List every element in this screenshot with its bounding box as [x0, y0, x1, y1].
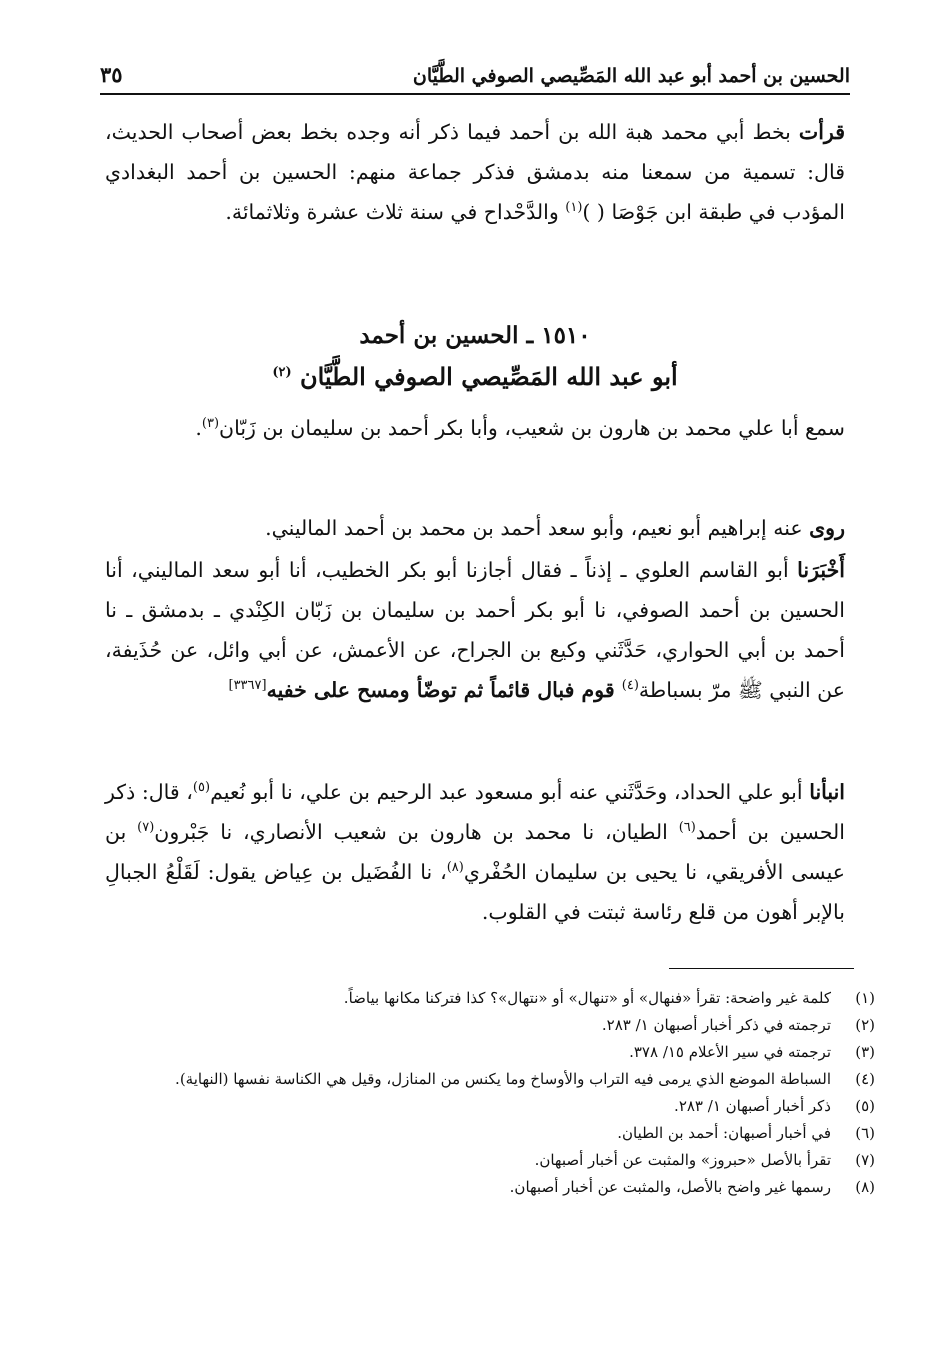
paragraph-text: عنه إبراهيم أبو نعيم، وأبو سعد أحمد بن محمد بن أحمد الماليني.: [265, 516, 810, 540]
footnote-ref-3[interactable]: (٣): [201, 416, 220, 432]
footnote: [115, 985, 875, 1011]
footnote-text: ذكر أخبار أصبهان ١/ ٢٨٣.: [674, 1097, 831, 1115]
footnote-number: (٧): [855, 1151, 875, 1169]
footnote-ref-1[interactable]: (١): [565, 200, 583, 216]
footnote-text: رسمها غير واضح بالأصل، والمثبت عن أخبار أصبهان.: [509, 1178, 831, 1196]
entry-kunya: أبو عبد الله المَصِّيصي الصوفي الطَّيَّان: [299, 362, 678, 391]
footnote: [115, 1120, 875, 1146]
footnote-number: (٥): [855, 1097, 875, 1115]
entry-kunya-line: [105, 356, 845, 398]
paragraph-text: أبو علي الحداد، وحَدَّثَني عنه أبو مسعود عبد الرحيم بن علي، نا أبو نُعيم: [210, 780, 810, 804]
paragraph-lead-word: أَخْبَرَنا: [797, 558, 845, 582]
entry-number-and-name: ١٥١٠ ـ الحسين بن أحمد: [359, 322, 591, 349]
footnote-divider: [669, 968, 854, 969]
paragraph-text: بخط أبي محمد هبة الله بن أحمد فيما ذكر أنه وجده بخط بعض أصحاب الحديث، قال: تسمية من سمعنا منه بدمشق فذكر جماعة منهم: الحسين بن أحمد البغدادي المؤدب في طبقة ابن جَوْصَا ( ): [105, 120, 845, 224]
footnotes-list: [115, 985, 875, 1201]
paragraph-akhbarana: [105, 550, 845, 710]
footnote-number: (٣): [855, 1043, 875, 1061]
footnote-number: (١): [855, 989, 875, 1007]
paragraph-lead-word: قرأت: [798, 120, 845, 144]
paragraph-qara-tu: [105, 112, 845, 232]
footnote-text: السباطة الموضع الذي يرمى فيه التراب والأوساخ وما يكنس من المنازل، وقيل هي الكناسة نفسها (النهاية).: [175, 1070, 831, 1088]
footnote-text: في أخبار أصبهان: أحمد بن الطيان.: [617, 1124, 831, 1142]
paragraph-text: بن عيسى الأفريقي، نا يحيى بن سليمان الحُفْري: [105, 820, 846, 884]
paragraph-text: ، نا الفُضَيل بن عِياض يقول: لَقَلْعُ الجبالِ بالإبر أهون من قلع رئاسة ثبتت في القلوب.: [105, 860, 845, 924]
footnote-ref-8[interactable]: (٨): [446, 860, 464, 876]
footnote-text: ترجمته في سير الأعلام ١٥/ ٣٧٨.: [629, 1043, 831, 1061]
footnote-text: كلمة غير واضحة: تقرأ «فنهال» أو «تنهال» أو «نتهال»؟ كذا فتركنا مكانها بياضاً.: [343, 989, 831, 1007]
footnote-ref-6[interactable]: (٦): [678, 820, 696, 836]
running-title: الحسين بن أحمد أبو عبد الله المَصِّيصي الصوفي الطَّيَّان: [412, 65, 850, 87]
paragraph-lead-word: روى: [809, 516, 845, 540]
footnote: [115, 1039, 875, 1065]
footnote-ref-5[interactable]: (٥): [192, 780, 211, 796]
paragraph-sami-a: [105, 408, 845, 448]
footnote: [115, 1012, 875, 1038]
footnote-number: (٨): [855, 1178, 875, 1196]
footnote-number: (٦): [855, 1124, 875, 1142]
paragraph-text: سمع أبا علي محمد بن هارون بن شعيب، وأبا بكر أحمد بن سليمان بن زَبّان: [219, 416, 845, 440]
footnote-text: ترجمته في ذكر أخبار أصبهان ١/ ٢٨٣.: [601, 1016, 831, 1034]
footnote: [115, 1147, 875, 1173]
paragraph-text-after: .: [195, 416, 202, 440]
paragraph-text: الطيان، نا محمد بن هارون بن شعيب الأنصاري، نا جَبْرون: [154, 820, 679, 844]
paragraph-text: أبو القاسم العلوي ـ إذناً ـ فقال أجازنا أبو بكر الخطيب، أنا أبو سعد الماليني، أنا الحسين بن أحمد الصوفي، نا أبو بكر أحمد بن سليمان بن زَبّان الكِنْدي ـ بدمشق ـ نا أحمد بن أبي الحواري، حَدَّثَني وكيع بن الجراح، عن الأعمش، عن أبي وائل، عن حُذَيفة، عن النبي ﷺ مرّ بسباطة: [105, 558, 845, 702]
footnote-text: تقرأ بالأصل «حبروز» والمثبت عن أخبار أصبهان.: [534, 1151, 831, 1169]
entry-heading: [105, 316, 845, 398]
paragraph-lead-word: انبأنا: [809, 780, 845, 804]
paragraph-text-after: والدَّحْداح في سنة ثلاث عشرة وثلاثمائة.: [225, 200, 566, 224]
footnote-ref-2[interactable]: (٢): [272, 365, 292, 380]
page-number: ٣٥: [100, 62, 123, 87]
footnote: [115, 1174, 875, 1200]
page-header: [100, 55, 850, 95]
footnote-number: (٢): [855, 1016, 875, 1034]
hadith-matn: قوم فبال قائماً ثم توضّأ ومسح على خفيه: [266, 678, 622, 702]
footnote-number: (٤): [855, 1070, 875, 1088]
footnote: [115, 1093, 875, 1119]
footnote: [115, 1066, 875, 1092]
footnote-ref-7[interactable]: (٧): [137, 820, 155, 836]
paragraph-text: ، قال: ذكر الحسين بن أحمد: [105, 780, 845, 844]
paragraph-rawa: [105, 508, 845, 548]
footnote-ref-4[interactable]: (٤): [621, 678, 639, 694]
hadith-number: [٣٣٦٧]: [228, 678, 267, 694]
paragraph-anba-ana: [105, 772, 845, 932]
